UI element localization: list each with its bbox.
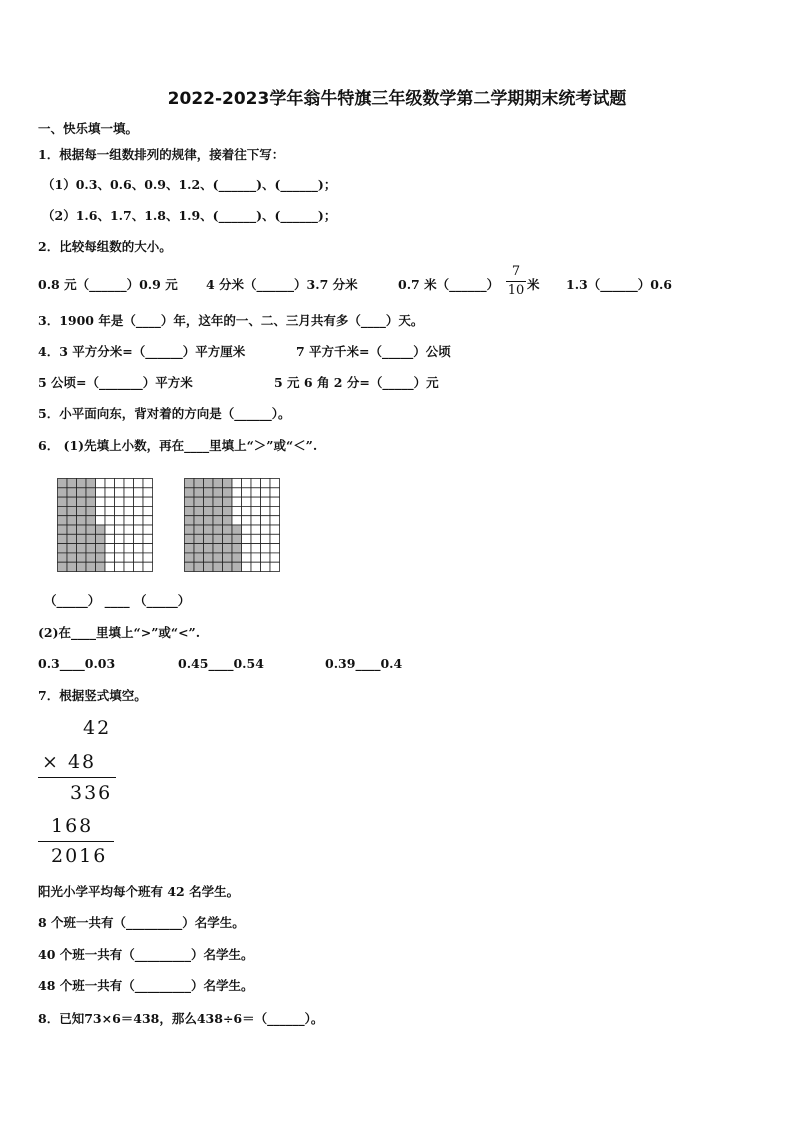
grid-cell-shaded: [67, 506, 77, 515]
grid-cell-shaded: [86, 506, 96, 515]
grid-cell: [96, 488, 106, 497]
grid-cell: [143, 544, 153, 553]
calc-row-partial-2: 168: [51, 815, 94, 837]
grid-cell-shaded: [86, 488, 96, 497]
calc-row-multiplicand: 42: [83, 717, 112, 739]
grid-cell-shaded: [204, 562, 214, 571]
grid-cell: [124, 525, 134, 534]
grid-cell: [124, 562, 134, 571]
grid-cell-shaded: [194, 506, 204, 515]
question-4-item-a: 4．3 平方分米=（______）平方厘米: [38, 344, 246, 359]
grid-cell: [124, 516, 134, 525]
grid-cell: [96, 516, 106, 525]
grid-cell: [270, 479, 280, 488]
grid-cell-shaded: [194, 516, 204, 525]
grid-cell-shaded: [77, 497, 87, 506]
grid-cell: [251, 562, 261, 571]
grid-cell-shaded: [204, 488, 214, 497]
grid-cell: [251, 488, 261, 497]
grid-cell: [251, 525, 261, 534]
grid-cell-shaded: [58, 479, 68, 488]
grid-cell-shaded: [213, 553, 223, 562]
grid-cell-shaded: [194, 562, 204, 571]
grid-cell-shaded: [77, 488, 87, 497]
grid-cell: [242, 562, 252, 571]
grid-cell-shaded: [194, 544, 204, 553]
grid-cell: [134, 497, 144, 506]
question-7-context: 阳光小学平均每个班有 42 名学生。: [38, 884, 240, 899]
grid-cell: [261, 534, 271, 543]
grid-cell-shaded: [204, 544, 214, 553]
calc-line-1: [38, 777, 116, 778]
grid-cell: [242, 488, 252, 497]
grid-cell-shaded: [96, 534, 106, 543]
grid-cell-shaded: [96, 553, 106, 562]
question-6-compare-1: 0.3____0.03: [38, 656, 116, 671]
question-4-item-c: 5 公顷=（_______）平方米: [38, 375, 193, 390]
grid-cell: [232, 488, 242, 497]
fraction-numerator: 7: [511, 264, 521, 279]
question-4-item-b: 7 平方千米=（_____）公顷: [296, 344, 451, 359]
question-7-line-2: 40 个班一共有（_________）名学生。: [38, 947, 254, 962]
grid-cell: [115, 479, 125, 488]
grid-cell-shaded: [67, 553, 77, 562]
grid-cell: [242, 506, 252, 515]
grid-cell-shaded: [77, 562, 87, 571]
grid-cell-shaded: [77, 553, 87, 562]
grid-cell: [261, 553, 271, 562]
question-2-item-c: 0.7 米（______）: [398, 277, 500, 292]
grid-cell-shaded: [232, 562, 242, 571]
grid-cell-shaded: [77, 516, 87, 525]
question-5: 5．小平面向东，背对着的方向是（______）。: [38, 406, 291, 421]
grid-cell: [270, 553, 280, 562]
grid-cell-shaded: [67, 488, 77, 497]
grid-cell-shaded: [185, 488, 195, 497]
grid-cell: [261, 506, 271, 515]
grid-cell-shaded: [185, 525, 195, 534]
grid-cell: [143, 497, 153, 506]
grid-cell-shaded: [223, 553, 233, 562]
grid-cell-shaded: [185, 562, 195, 571]
grid-cell: [134, 534, 144, 543]
grid-cell-shaded: [58, 525, 68, 534]
grid-cell: [261, 562, 271, 571]
grid-cell: [105, 525, 115, 534]
grid-cell: [115, 562, 125, 571]
hundred-grid-right: [184, 478, 280, 572]
grid-cell-shaded: [194, 497, 204, 506]
grid-cell: [251, 516, 261, 525]
grid-cell-shaded: [213, 544, 223, 553]
grid-cell-shaded: [204, 525, 214, 534]
grid-cell-shaded: [194, 553, 204, 562]
grid-cell: [251, 534, 261, 543]
grid-cell: [143, 553, 153, 562]
question-1-stem: 1．根据每一组数排列的规律，接着往下写：: [38, 147, 285, 162]
grid-cell-shaded: [213, 562, 223, 571]
grid-cell: [261, 516, 271, 525]
calc-row-product: 2016: [51, 845, 108, 867]
grid-cell: [96, 506, 106, 515]
grid-cell: [270, 544, 280, 553]
grid-cell: [134, 506, 144, 515]
grid-cell: [115, 497, 125, 506]
grid-cell: [143, 534, 153, 543]
grid-cell-shaded: [204, 516, 214, 525]
grid-cell: [270, 562, 280, 571]
grid-cell-shaded: [223, 479, 233, 488]
question-2-item-b: 4 分米（______）3.7 分米: [206, 277, 358, 292]
grid-cell-shaded: [223, 497, 233, 506]
grid-cell-shaded: [77, 506, 87, 515]
grid-cell-shaded: [223, 516, 233, 525]
grid-cell-shaded: [194, 488, 204, 497]
grid-cell: [105, 534, 115, 543]
grid-cell-shaded: [185, 516, 195, 525]
grid-cell: [124, 544, 134, 553]
grid-cell: [242, 534, 252, 543]
grid-cell: [242, 516, 252, 525]
grid-cell-shaded: [58, 488, 68, 497]
grid-cell-shaded: [58, 562, 68, 571]
question-6-compare-3: 0.39____0.4: [325, 656, 403, 671]
grid-cell-shaded: [67, 562, 77, 571]
grid-cell-shaded: [223, 506, 233, 515]
grid-cell: [105, 516, 115, 525]
grid-cell: [105, 488, 115, 497]
grid-cell: [134, 553, 144, 562]
grid-cell: [115, 488, 125, 497]
question-4-item-d: 5 元 6 角 2 分=（_____）元: [274, 375, 439, 390]
grid-cell-shaded: [86, 525, 96, 534]
section-heading: 一、快乐填一填。: [38, 121, 139, 136]
question-1-line-1: （1）0.3、0.6、0.9、1.2、(______)、(______)；: [42, 177, 337, 192]
fraction-denominator: 10: [507, 283, 525, 298]
grid-cell: [134, 562, 144, 571]
grid-cell-shaded: [213, 479, 223, 488]
grid-cell-shaded: [213, 516, 223, 525]
grid-cell-shaded: [58, 506, 68, 515]
grid-cell-shaded: [67, 544, 77, 553]
grid-cell: [242, 525, 252, 534]
grid-cell-shaded: [86, 544, 96, 553]
grid-cell-shaded: [86, 479, 96, 488]
grid-cell-shaded: [58, 553, 68, 562]
grid-cell-shaded: [213, 488, 223, 497]
grid-cell-shaded: [204, 506, 214, 515]
grid-cell-shaded: [223, 525, 233, 534]
grid-cell: [105, 553, 115, 562]
grid-cell-shaded: [213, 506, 223, 515]
question-7-line-3: 48 个班一共有（_________）名学生。: [38, 978, 254, 993]
grid-cell: [242, 497, 252, 506]
grid-cell-shaded: [58, 534, 68, 543]
grid-cell: [261, 525, 271, 534]
grid-cell-shaded: [67, 497, 77, 506]
question-3: 3．1900 年是（____）年，这年的一、二、三月共有多（____）天。: [38, 313, 424, 328]
grid-cell-shaded: [194, 479, 204, 488]
grid-cell: [143, 479, 153, 488]
grid-cell: [251, 544, 261, 553]
grid-cell: [143, 516, 153, 525]
question-6-stem: 6． (1)先填上小数，再在____里填上“＞”或“＜”.: [38, 438, 318, 453]
grid-cell-shaded: [213, 497, 223, 506]
question-7-line-1: 8 个班一共有（_________）名学生。: [38, 915, 245, 930]
grid-cell-shaded: [67, 516, 77, 525]
grid-cell: [143, 506, 153, 515]
grid-cell-shaded: [213, 534, 223, 543]
grid-cell-shaded: [77, 525, 87, 534]
grid-cell: [134, 479, 144, 488]
calc-row-partial-1: 336: [70, 782, 113, 804]
grid-cell: [270, 525, 280, 534]
grid-cell-shaded: [185, 553, 195, 562]
page-title: 2022-2023学年翁牛特旗三年级数学第二学期期末统考试题: [167, 89, 627, 109]
grid-cell: [232, 479, 242, 488]
grid-cell: [115, 516, 125, 525]
grid-cell-shaded: [204, 497, 214, 506]
grid-cell: [270, 488, 280, 497]
grid-cell: [124, 506, 134, 515]
grid-cell-shaded: [232, 534, 242, 543]
grid-cell-shaded: [223, 562, 233, 571]
grid-cell: [270, 534, 280, 543]
grid-cell-shaded: [86, 516, 96, 525]
grid-cell-shaded: [185, 506, 195, 515]
grid-cell-shaded: [223, 544, 233, 553]
grid-cell: [270, 516, 280, 525]
grid-cell-shaded: [77, 534, 87, 543]
question-6-blanks: （_____） ____ （_____）: [44, 593, 191, 608]
grid-cell: [105, 544, 115, 553]
grid-cell-shaded: [86, 562, 96, 571]
grid-cell-shaded: [96, 562, 106, 571]
fraction-bar: [506, 281, 526, 282]
question-7-stem: 7．根据竖式填空。: [38, 688, 147, 703]
grid-cell-shaded: [67, 525, 77, 534]
grid-cell: [115, 506, 125, 515]
grid-cell: [232, 506, 242, 515]
grid-cell-shaded: [185, 497, 195, 506]
grid-cell: [105, 497, 115, 506]
question-8: 8．已知73×6＝438，那么438÷6＝（______）。: [38, 1011, 324, 1026]
grid-cell: [105, 562, 115, 571]
grid-cell-shaded: [223, 488, 233, 497]
grid-cell: [232, 516, 242, 525]
grid-cell: [105, 479, 115, 488]
grid-cell: [242, 553, 252, 562]
grid-cell: [115, 525, 125, 534]
grid-cell-shaded: [185, 544, 195, 553]
grid-cell: [143, 562, 153, 571]
grid-cell: [261, 479, 271, 488]
grid-cell-shaded: [96, 525, 106, 534]
grid-cell: [115, 544, 125, 553]
grid-cell-shaded: [185, 479, 195, 488]
question-6-part-2: (2)在____里填上“>”或“<”.: [38, 625, 201, 640]
grid-cell: [96, 479, 106, 488]
question-2-stem: 2．比较每组数的大小。: [38, 239, 172, 254]
grid-cell-shaded: [77, 544, 87, 553]
grid-cell: [115, 534, 125, 543]
grid-cell-shaded: [58, 516, 68, 525]
grid-cell: [242, 544, 252, 553]
calc-line-2: [38, 841, 114, 842]
grid-cell-shaded: [58, 544, 68, 553]
grid-cell: [115, 553, 125, 562]
grid-cell-shaded: [96, 544, 106, 553]
fraction-seven-tenths: [506, 264, 526, 299]
grid-cell: [261, 497, 271, 506]
grid-cell: [261, 488, 271, 497]
grid-cell: [134, 525, 144, 534]
grid-cell-shaded: [86, 553, 96, 562]
grid-cell: [261, 544, 271, 553]
grid-cell: [270, 497, 280, 506]
question-2-item-a: 0.8 元（______）0.9 元: [38, 277, 178, 292]
grid-cell: [124, 553, 134, 562]
grid-cell: [134, 544, 144, 553]
grid-cell-shaded: [204, 553, 214, 562]
question-1-line-2: （2）1.6、1.7、1.8、1.9、(______)、(______)；: [42, 208, 337, 223]
grid-cell: [270, 506, 280, 515]
grid-cell-shaded: [185, 534, 195, 543]
grid-cell-shaded: [232, 544, 242, 553]
grid-cell: [251, 479, 261, 488]
grid-cell: [232, 497, 242, 506]
grid-cell-shaded: [86, 534, 96, 543]
grid-cell-shaded: [77, 479, 87, 488]
grid-cell: [251, 506, 261, 515]
calc-row-multiplier: × 48: [42, 751, 97, 773]
grid-cell: [134, 516, 144, 525]
grid-cell-shaded: [232, 525, 242, 534]
grid-cell-shaded: [213, 525, 223, 534]
grid-cell-shaded: [204, 479, 214, 488]
grid-cell-shaded: [223, 534, 233, 543]
grid-cell-shaded: [232, 553, 242, 562]
grid-cell-shaded: [194, 525, 204, 534]
grid-cell: [143, 525, 153, 534]
grid-cell: [251, 553, 261, 562]
grid-cell-shaded: [86, 497, 96, 506]
grid-cell: [124, 488, 134, 497]
grid-cell: [96, 497, 106, 506]
question-2-item-c-unit: 米: [527, 277, 540, 292]
grid-cell-shaded: [204, 534, 214, 543]
grid-cell-shaded: [67, 479, 77, 488]
grid-cell: [134, 488, 144, 497]
question-6-compare-2: 0.45____0.54: [178, 656, 264, 671]
grid-cell: [105, 506, 115, 515]
grid-cell-shaded: [67, 534, 77, 543]
grid-cell: [143, 488, 153, 497]
grid-cell-shaded: [58, 497, 68, 506]
grid-cell-shaded: [194, 534, 204, 543]
grid-cell: [124, 534, 134, 543]
grid-cell: [251, 497, 261, 506]
grid-cell: [124, 497, 134, 506]
hundred-grid-left: [57, 478, 153, 572]
grid-cell: [242, 479, 252, 488]
question-2-item-d: 1.3（______）0.6: [566, 277, 672, 292]
grid-cell: [124, 479, 134, 488]
